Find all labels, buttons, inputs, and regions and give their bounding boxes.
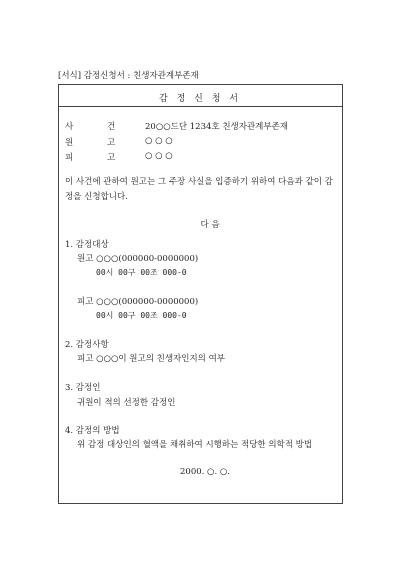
section-2-heading: 2. 감정사항 — [65, 340, 109, 350]
plaintiff-label-b: 고 — [107, 138, 116, 148]
section-3-heading: 3. 감정인 — [65, 383, 101, 393]
section-1-defendant: 피고 ○○○(000000-0000000) — [77, 297, 199, 307]
document-title: 감 정 신 청 서 — [159, 94, 241, 104]
section-2-body: 피고 ○○○이 원고의 친생자인지의 여부 — [77, 354, 226, 364]
case-label-b: 건 — [107, 122, 116, 132]
section-1-defendant-address: 00시 00구 00조 000-0 — [96, 311, 187, 320]
case-label-a: 사 — [65, 122, 74, 132]
section-1-plaintiff-address: 00시 00구 00조 000-0 — [96, 268, 187, 277]
section-4-heading: 4. 감정의 방법 — [65, 426, 120, 436]
intro-paragraph: 이 사건에 관하여 원고는 그 주장 사실을 입증하기 위하여 다음과 같이 감정을 신청합니다. — [65, 177, 333, 202]
defendant-name: ○ ○ ○ — [145, 151, 173, 161]
document-date: 2000. ○. ○. — [180, 467, 230, 477]
section-4-body: 위 감정 대상인의 혈액을 채취하여 시행하는 적당한 의학적 방법 — [77, 440, 313, 450]
section-3-body: 귀원이 적의 선정한 감정인 — [77, 398, 176, 408]
da-eum-heading: 다 음 — [200, 220, 220, 230]
case-number: 20○○드단 1234호 친생자관계부존재 — [145, 122, 289, 132]
plaintiff-label-a: 원 — [65, 138, 74, 148]
section-1-heading: 1. 감정대상 — [65, 240, 109, 250]
defendant-label-a: 피 — [65, 153, 74, 163]
plaintiff-name: ○ ○ ○ — [145, 136, 173, 146]
section-1-plaintiff: 원고 ○○○(000000-0000000) — [77, 254, 199, 264]
defendant-label-b: 고 — [107, 153, 116, 163]
document-header: [서식] 감정신청서 : 친생자관계부존재 — [58, 71, 199, 81]
title-divider — [59, 106, 342, 107]
